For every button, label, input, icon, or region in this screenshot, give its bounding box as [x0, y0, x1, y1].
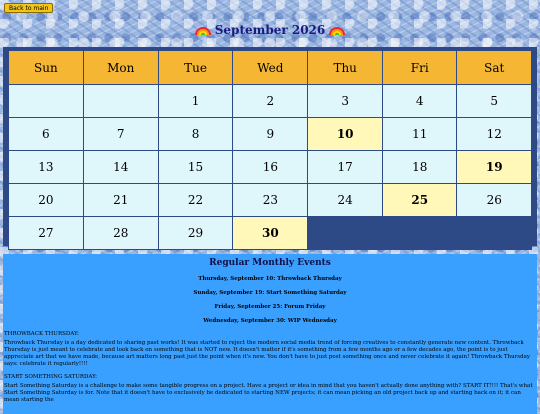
calendar-week-row [9, 118, 532, 151]
calendar-day-cell: 28 [83, 217, 158, 250]
calendar-day-cell: 6 [9, 118, 84, 151]
calendar-day-cell: 1 [158, 85, 233, 118]
page-title: September 2026 [214, 23, 326, 37]
calendar-grid [8, 50, 532, 250]
calendar-day-cell: 11 [383, 118, 457, 151]
events-panel [3, 254, 537, 414]
weekday-header: Sun [9, 51, 84, 85]
events-heading: Regular Monthly Events [209, 258, 331, 268]
weekday-header: Thu [308, 51, 383, 85]
weekday-header: Tue [158, 51, 233, 85]
calendar-day-cell: 13 [9, 151, 84, 184]
calendar-day-cell: 9 [233, 118, 308, 151]
calendar-day-cell: 27 [9, 217, 84, 250]
rainbow-icon [329, 22, 345, 38]
calendar-day-cell: 30 [233, 217, 308, 250]
section-title: START SOMETHING SATURDAY: [4, 374, 97, 380]
weekday-header-row [9, 51, 532, 85]
calendar-day-cell: 15 [158, 151, 233, 184]
calendar-day-cell: 26 [457, 184, 532, 217]
calendar-week-row [9, 85, 532, 118]
event-item: Thursday, September 10: Throwback Thursday [198, 276, 342, 282]
calendar-day-cell: 29 [158, 217, 233, 250]
weekday-header: Mon [83, 51, 158, 85]
calendar-day-cell: 19 [457, 151, 532, 184]
calendar-day-cell: 12 [457, 118, 532, 151]
calendar-week-row [9, 151, 532, 184]
section-text: Start Something Saturday is a challenge to make some tangible progress on a project. Have a project or idea in mind that you haven't actually done anything with? START IT!!!! That's what Start Something Saturday is for. Note that it doesn't have to exclusively be dedicated to starting NEW projects; it can mean picking an old project back up and starting back on it; it can mean starting the [4, 383, 533, 403]
weekday-header: Fri [383, 51, 457, 85]
weekday-header: Sat [457, 51, 532, 85]
event-item: Friday, September 25: Forum Friday [214, 304, 326, 310]
calendar-day-cell: 2 [233, 85, 308, 118]
calendar-body [9, 85, 532, 250]
calendar-day-cell: 14 [83, 151, 158, 184]
event-item: Sunday, September 19: Start Something Saturday [193, 290, 347, 296]
calendar-day-cell: 18 [383, 151, 457, 184]
calendar-day-cell: 20 [9, 184, 84, 217]
calendar-week-row [9, 184, 532, 217]
calendar-day-cell: 21 [83, 184, 158, 217]
calendar-day-cell: 3 [308, 85, 383, 118]
calendar-empty-cell [308, 217, 383, 250]
calendar-day-cell: 4 [383, 85, 457, 118]
calendar-day-cell: 8 [158, 118, 233, 151]
calendar-week-row [9, 217, 532, 250]
calendar-day-cell: 23 [233, 184, 308, 217]
section-text: Throwback Thursday is a day dedicated to sharing past works! It was started to reject the modern social media trend of forcing creatives to constantly generate new content. Throwback Thursday is just meant to celebrate and look back on something that is NOT new. It doesn't matter if it's something from a few months ago or a few decades ago, the point is to just appreciate art that we have made, because art matters long past just the point when it's new. You don't have to just post something once and never celebrate it again! Throwback Thursday says: celebrate it regularly!!!! [4, 340, 530, 367]
calendar-empty-cell [457, 217, 532, 250]
rainbow-icon [195, 22, 211, 38]
calendar-day-cell: 24 [308, 184, 383, 217]
calendar [3, 47, 537, 246]
calendar-day-cell: 17 [308, 151, 383, 184]
calendar-empty-cell [9, 85, 84, 118]
calendar-day-cell: 5 [457, 85, 532, 118]
calendar-day-cell: 7 [83, 118, 158, 151]
weekday-header: Wed [233, 51, 308, 85]
calendar-day-cell: 10 [308, 118, 383, 151]
back-to-main-button[interactable]: Back to main [4, 3, 53, 13]
event-item: Wednesday, September 30: WIP Wednesday [203, 318, 337, 324]
section-title: THROWBACK THURSDAY: [4, 331, 79, 337]
calendar-day-cell: 25 [383, 184, 457, 217]
calendar-day-cell: 22 [158, 184, 233, 217]
calendar-empty-cell [83, 85, 158, 118]
page-title-row [0, 19, 540, 41]
calendar-day-cell: 16 [233, 151, 308, 184]
calendar-empty-cell [383, 217, 457, 250]
